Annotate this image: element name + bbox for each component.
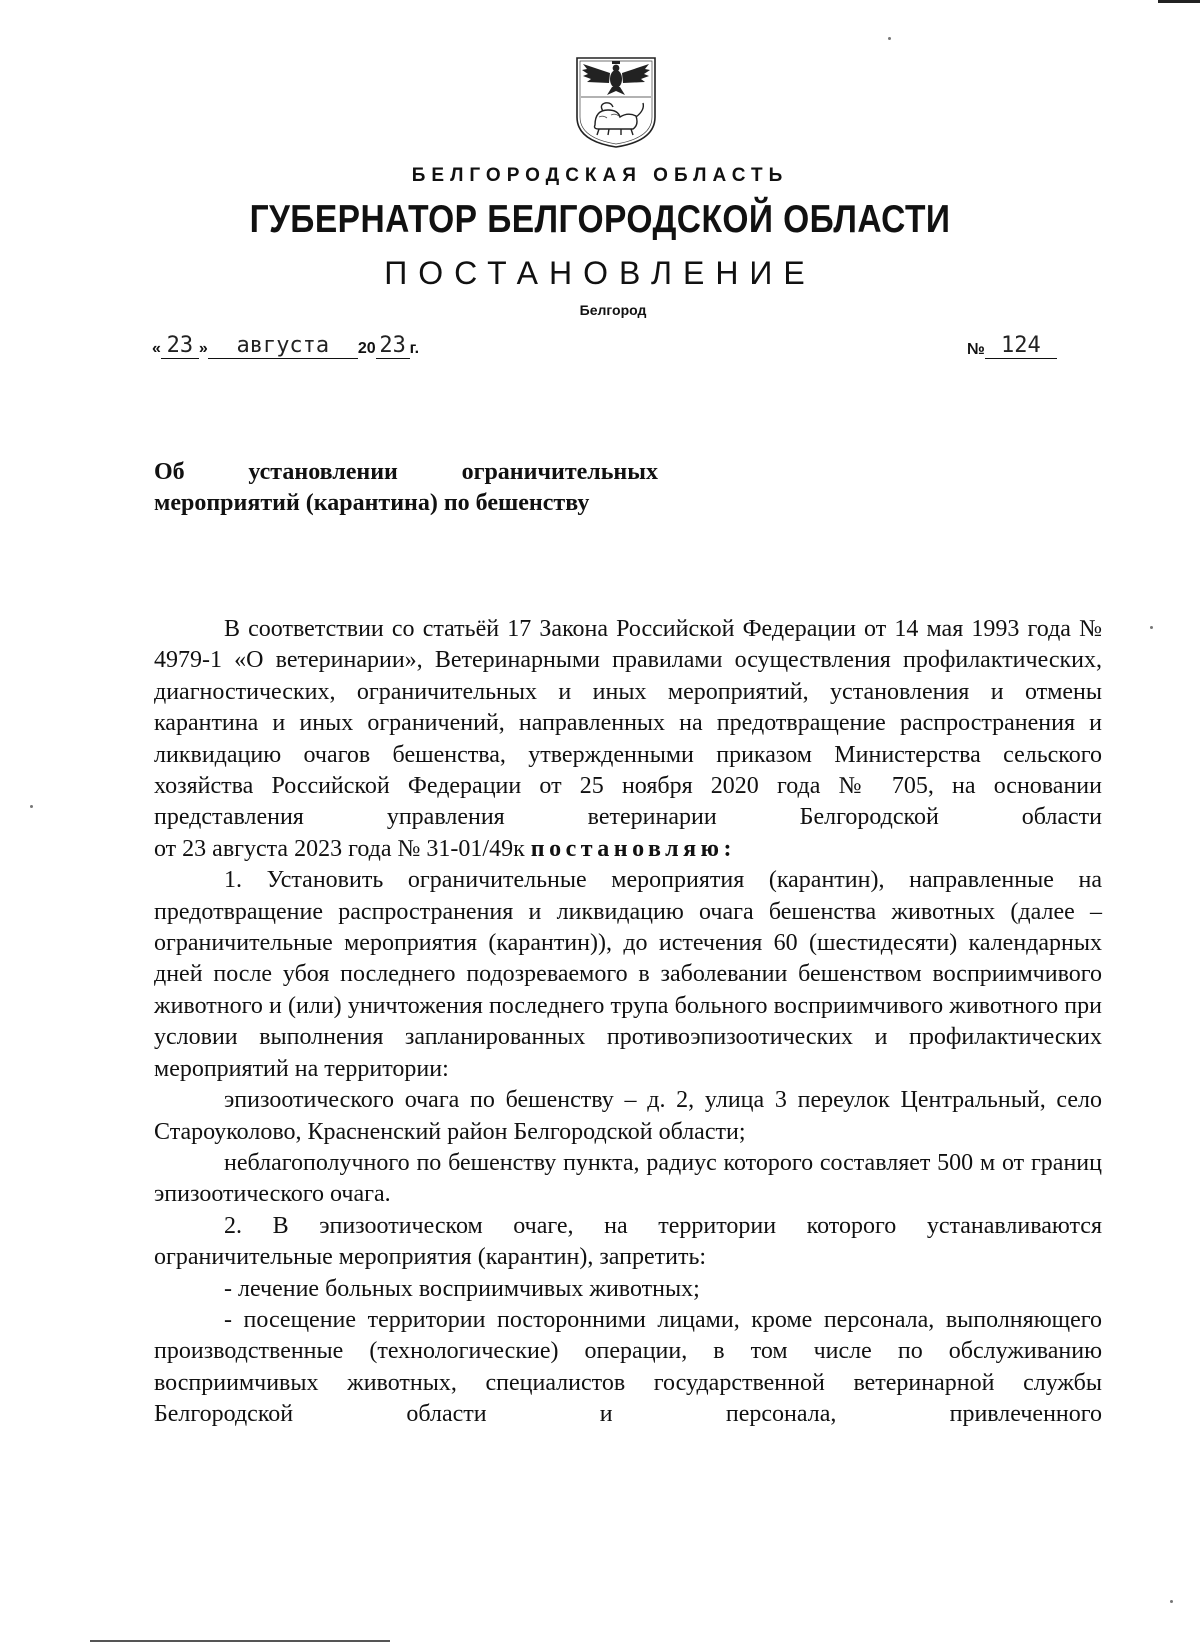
date-year-suffix: 23 — [376, 334, 410, 359]
preamble-tail — [154, 834, 1102, 865]
paragraph-item-1-a: эпизоотического очага по бешенству – д. 2, улица 3 переулок Центральный, село Староуколово, Красненский район Белгородской области; — [154, 1087, 1102, 1145]
paragraph-item-2-b: - посещение территории посторонними лицами, кроме персонала, выполняющего производственные (технологические) операции, в том числе по обслуживанию восприимчивых животных, специалистов государственной ветеринарной службы Белгородской области и персонала, привлеченного — [154, 1306, 1102, 1428]
belgorod-coat-of-arms-icon — [573, 55, 659, 149]
document-type: ПОСТАНОВЛЕНИЕ — [384, 255, 816, 291]
preamble-reference: от 23 августа 2023 года № 31-01/49к — [154, 835, 525, 862]
date-quote-close: » — [198, 340, 208, 357]
paragraph-item-1-b: неблагополучного по бешенству пункта, радиус которого составляет 500 м от границ эпизоотического очага. — [154, 1149, 1102, 1208]
number-sign: № — [967, 341, 985, 358]
issuer-title: ГУБЕРНАТОР БЕЛГОРОДСКОЙ ОБЛАСТИ — [249, 198, 951, 241]
date-year-prefix: 20 — [357, 340, 376, 357]
paragraph-item-1: 1. Установить ограничительные мероприятия (карантин), направленные на предотвращение распространения и ликвидацию очага бешенства животных (далее – ограничительные мероприятия (карантин)), до истечения 60 (шестидесяти) календарных дней после убоя последнего подозреваемого в заболевании бешенством восприимчивого животного и (или) уничтожения последнего трупа больного восприимчивого животного при условии выполнения запланированных противоэпизоотических и профилактических мероприятий на территории: — [154, 867, 1102, 1082]
subject-line-1 — [154, 457, 658, 488]
scan-speck — [1150, 626, 1153, 629]
date-day: 23 — [161, 334, 199, 359]
preamble: В соответствии со статьёй 17 Закона Российской Федерации от 14 мая 1993 года № 4979-1 «О ветеринарии», Ветеринарными правилами осуществления профилактических, диагностических, ограничительных и иных мероприятий, установления и отмены карантина и иных ограничений, направленных на предотвращение распространения и ликвидацию очагов бешенства, утвержденными приказом Министерства сельского хозяйства Российской Федерации от 25 ноября 2020 года № 705, на основании представления управления ветеринарии Белгородской области — [154, 616, 1102, 831]
city-name: Белгород — [579, 302, 647, 318]
date-year-unit: г. — [409, 340, 420, 357]
document-date — [152, 333, 419, 359]
paragraph-item-2: 2. В эпизоотическом очаге, на территории которого устанавливаются ограничительные мероприятия (карантин), запретить: — [154, 1212, 1102, 1271]
scan-edge-mark — [1158, 0, 1200, 3]
scan-speck — [30, 805, 33, 808]
date-quote-open: « — [152, 340, 161, 357]
subject-word: Об — [154, 459, 185, 485]
subject-word: установлении — [248, 459, 398, 485]
paragraph-item-2-a: - лечение больных восприимчивых животных; — [224, 1275, 700, 1302]
document-number — [967, 333, 1057, 359]
document-subject — [154, 457, 658, 519]
date-month: августа — [208, 334, 358, 359]
subject-line-2: мероприятий (карантина) по бешенству — [154, 490, 590, 516]
number-value: 124 — [985, 334, 1057, 359]
scan-speck — [888, 37, 891, 40]
document-body — [154, 614, 1102, 1431]
subject-word: ограничительных — [461, 459, 658, 485]
region-name: БЕЛГОРОДСКАЯ ОБЛАСТЬ — [411, 165, 789, 186]
scan-speck — [1170, 1600, 1173, 1603]
scan-bottom-line — [90, 1640, 390, 1642]
decree-word: постановляю: — [530, 835, 736, 862]
